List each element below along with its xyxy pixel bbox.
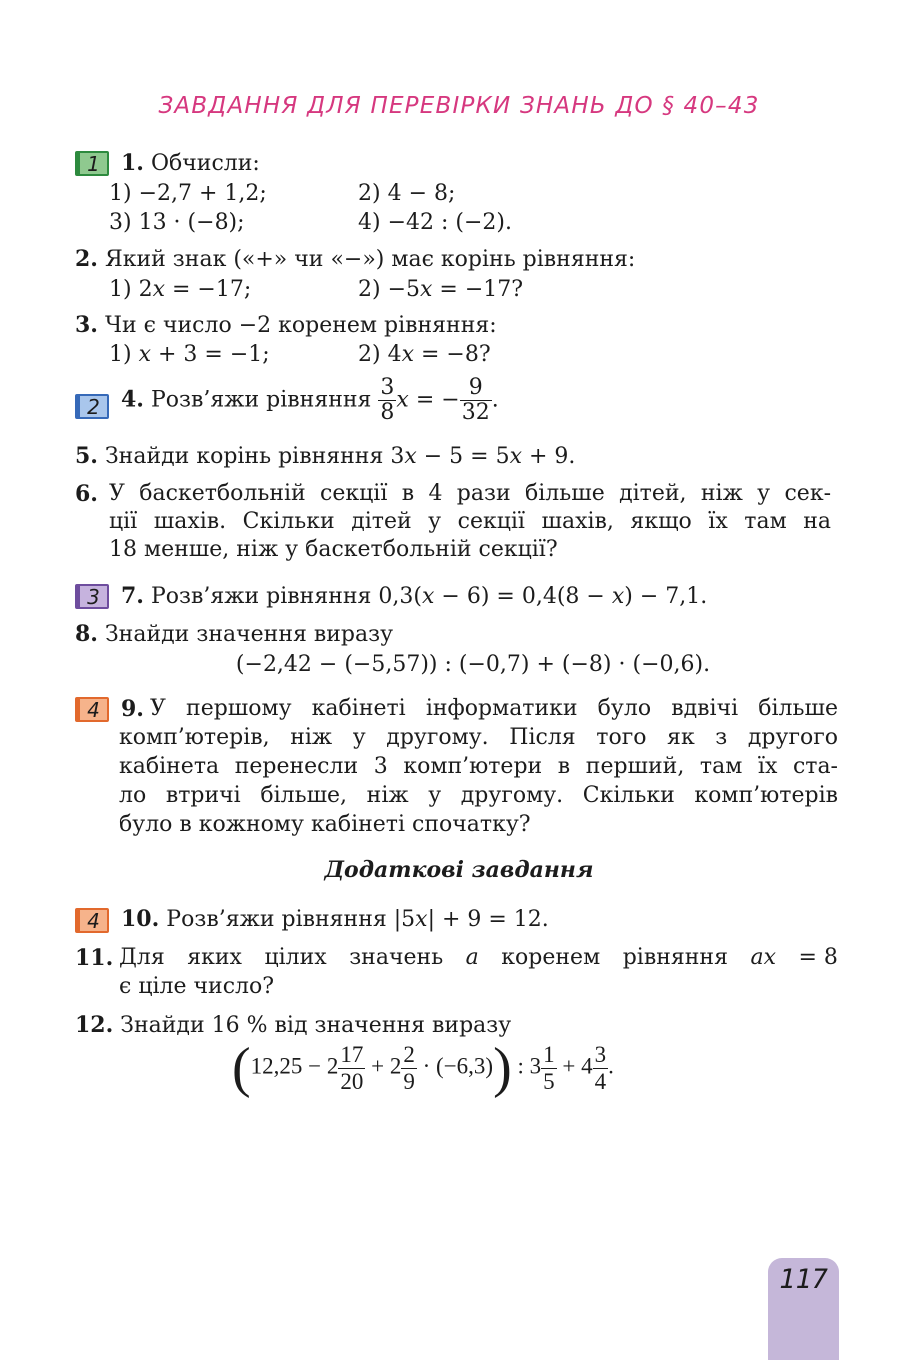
task-4: 4. Розв’яжи рівняння $\frac{3}{8}$ x = − $\frac{9}{32}$ . <box>121 375 499 426</box>
task-2-item-1: 1) 2x = −17; <box>109 277 252 302</box>
page-number: 117 <box>779 1264 828 1295</box>
task-number: 2. <box>75 246 98 272</box>
task-9-line-2: комп’ютерів, ніж у другому. Після того як з другого <box>119 725 838 750</box>
task-10: 10. Розв’яжи рівняння |5x| + 9 = 12. <box>121 906 549 932</box>
task-11-line-1: Для яких цілих значень a коренем рівняння ax = 8 <box>119 945 838 970</box>
level-badge-3: 3 <box>75 584 109 609</box>
task-8: 8. Знайди значення виразу <box>75 621 394 647</box>
task-6-line-2: ції шахів. Скільки дітей у секції шахів, якщо їх там на <box>109 509 831 534</box>
task-1-item-2: 2) 4 − 8; <box>358 181 456 206</box>
task-number: 3. <box>75 312 98 338</box>
task-1 <box>121 150 260 176</box>
task-1-item-1: 1) −2,7 + 1,2; <box>109 181 267 206</box>
task-number-11: 11. <box>75 945 114 971</box>
task-number: 1. <box>121 150 144 176</box>
task-6-line-3: 18 менше, ніж у баскетбольній секції? <box>109 537 558 562</box>
task-text: Обчисли: <box>150 151 260 176</box>
task-1-item-4: 4) −42 : (−2). <box>358 210 512 235</box>
task-8-expression: (−2,42 − (−5,57)) : (−0,7) + (−8) · (−0,6). <box>235 652 711 677</box>
task-3-item-1: 1) x + 3 = −1; <box>109 342 270 367</box>
level-badge-2: 2 <box>75 394 109 419</box>
subheading: Додаткові завдання <box>324 857 594 883</box>
task-5: 5. Знайди корінь рівняння 3x − 5 = 5x + 9. <box>75 443 576 469</box>
task-number-6: 6. <box>75 481 98 507</box>
task-12-expression: (12,25 − 2 $\frac{17}{20}$ + 2 $\frac{2}{9}$ · (−6,3)) : 3 $\frac{1}{5}$ + 4 $\frac{3}{4}$ . <box>232 1037 614 1099</box>
task-9-line-3: кабінета перенесли 3 комп’ютери в перший, там їх ста- <box>119 754 838 779</box>
fraction: $\frac{3}{8}$ <box>380 375 395 426</box>
level-badge-1: 1 <box>75 151 109 176</box>
level-badge-4: 4 <box>75 908 109 933</box>
task-3-item-2: 2) 4x = −8? <box>358 342 491 367</box>
task-11-line-2: є ціле число? <box>119 974 275 999</box>
task-text: Який знак («+» чи «−») має корінь рівняння: <box>104 247 636 272</box>
task-7: 7. Розв’яжи рівняння 0,3(x − 6) = 0,4(8 − x) − 7,1. <box>121 583 708 609</box>
section-title: ЗАВДАННЯ ДЛЯ ПЕРЕВІРКИ ЗНАНЬ ДО § 40–43 <box>158 93 760 119</box>
task-1-item-3: 3) 13 · (−8); <box>109 210 245 235</box>
task-9-line-4: ло втричі більше, ніж у другому. Скільки комп’ютерів <box>119 783 838 808</box>
task-9-line-5: було в кожному кабінеті спочатку? <box>119 812 531 837</box>
task-12: 12. Знайди 16 % від значення виразу <box>75 1012 512 1038</box>
task-3 <box>75 312 497 338</box>
level-badge-4: 4 <box>75 697 109 722</box>
task-9-line-1: У першому кабінеті інформатики було вдвічі більше <box>150 696 838 721</box>
task-2-item-2: 2) −5x = −17? <box>358 277 524 302</box>
task-2 <box>75 246 635 272</box>
fraction: $\frac{9}{32}$ <box>461 375 490 426</box>
task-6-line-1: У баскетбольній секції в 4 рази більше дітей, ніж у сек- <box>109 481 831 506</box>
task-number-9: 9. <box>121 696 144 722</box>
task-text: Чи є число −2 коренем рівняння: <box>104 313 497 338</box>
